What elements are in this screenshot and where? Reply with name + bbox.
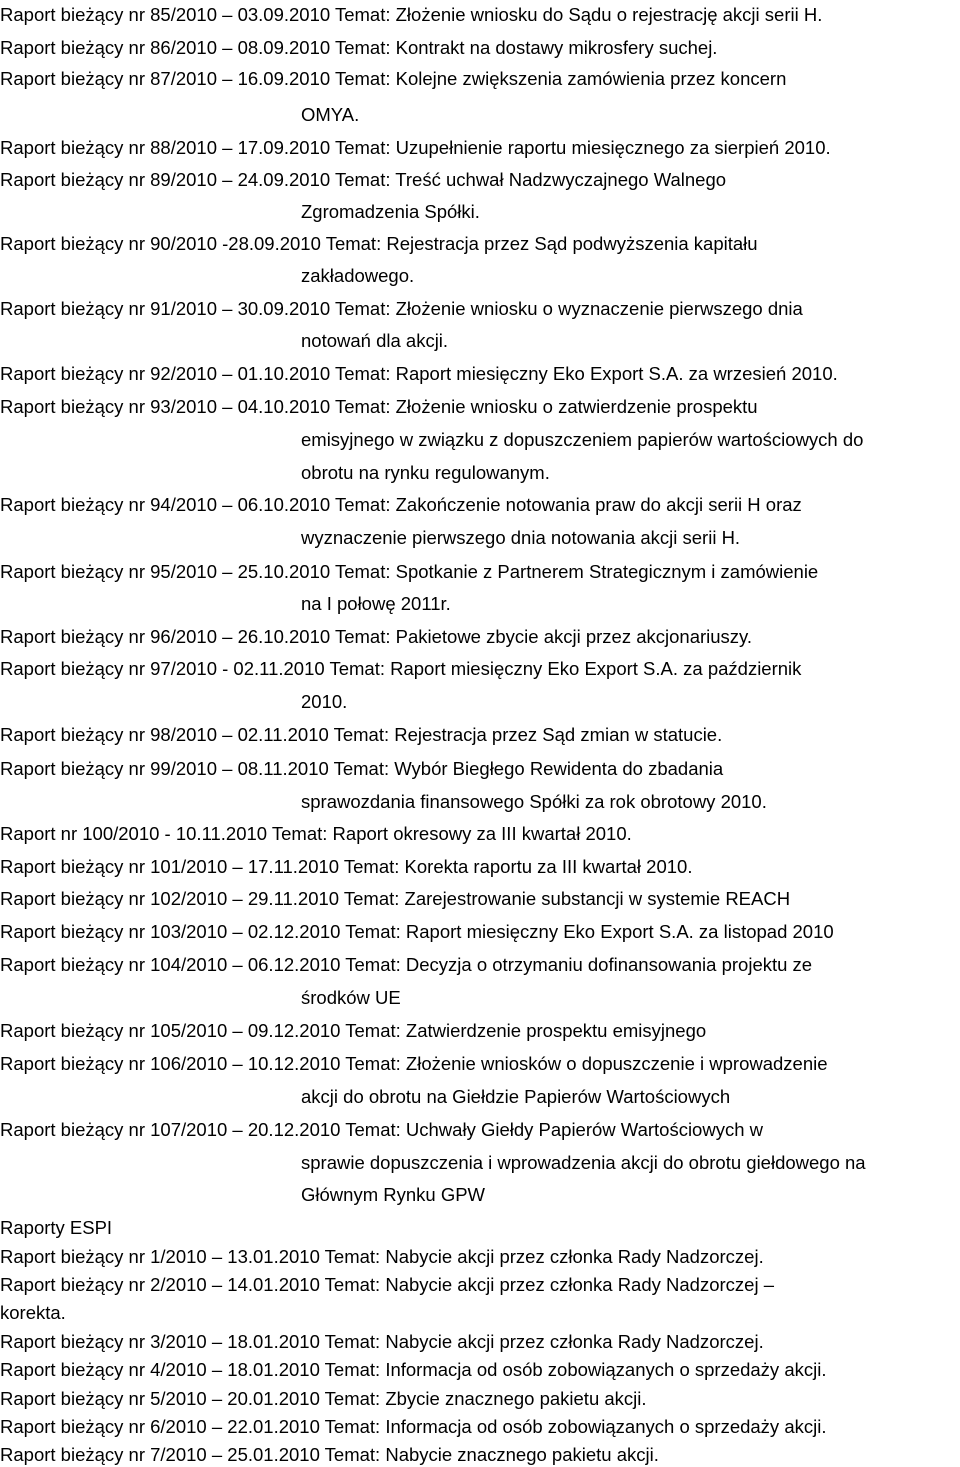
report-continuation-line: korekta. [0, 1302, 66, 1323]
report-line: Raport bieżący nr 5/2010 – 20.01.2010 Temat: Zbycie znacznego pakietu akcji. [0, 1388, 647, 1409]
report-line: Raport bieżący nr 7/2010 – 25.01.2010 Temat: Nabycie znacznego pakietu akcji. [0, 1444, 659, 1465]
report-line: Raport nr 100/2010 - 10.11.2010 Temat: Raport okresowy za III kwartał 2010. [0, 823, 632, 844]
report-continuation-line: środków UE [301, 987, 401, 1008]
report-line: Raport bieżący nr 95/2010 – 25.10.2010 Temat: Spotkanie z Partnerem Strategicznym i zamówienie [0, 561, 819, 582]
report-line: Raport bieżący nr 103/2010 – 02.12.2010 Temat: Raport miesięczny Eko Export S.A. za listopad 2010 [0, 921, 834, 942]
report-continuation-line: emisyjnego w związku z dopuszczeniem papierów wartościowych do [301, 429, 864, 450]
report-continuation-line: sprawie dopuszczenia i wprowadzenia akcji do obrotu giełdowego na [301, 1152, 866, 1173]
report-continuation-line: zakładowego. [301, 265, 415, 286]
report-line: Raport bieżący nr 102/2010 – 29.11.2010 Temat: Zarejestrowanie substancji w systemie REACH [0, 888, 791, 909]
report-line: Raport bieżący nr 101/2010 – 17.11.2010 Temat: Korekta raportu za III kwartał 2010. [0, 856, 693, 877]
report-line: Raport bieżący nr 87/2010 – 16.09.2010 Temat: Kolejne zwiększenia zamówienia przez koncern [0, 68, 787, 89]
report-line: Raport bieżący nr 104/2010 – 06.12.2010 Temat: Decyzja o otrzymaniu dofinansowania projektu ze [0, 954, 813, 975]
report-continuation-line: Głównym Rynku GPW [301, 1184, 486, 1205]
report-line: Raport bieżący nr 106/2010 – 10.12.2010 Temat: Złożenie wniosków o dopuszczenie i wprowadzenie [0, 1053, 828, 1074]
report-line: Raport bieżący nr 92/2010 – 01.10.2010 Temat: Raport miesięczny Eko Export S.A. za wrzesień 2010. [0, 363, 838, 384]
report-continuation-line: 2010. [301, 691, 348, 712]
report-continuation-line: sprawozdania finansowego Spółki za rok obrotowy 2010. [301, 791, 767, 812]
report-line: Raport bieżący nr 99/2010 – 08.11.2010 Temat: Wybór Biegłego Rewidenta do zbadania [0, 758, 724, 779]
report-line: Raport bieżący nr 89/2010 – 24.09.2010 Temat: Treść uchwał Nadzwyczajnego Walnego [0, 169, 727, 190]
report-line: Raport bieżący nr 90/2010 -28.09.2010 Temat: Rejestracja przez Sąd podwyższenia kapitału [0, 233, 758, 254]
report-line: Raport bieżący nr 93/2010 – 04.10.2010 Temat: Złożenie wniosku o zatwierdzenie prospektu [0, 396, 758, 417]
report-continuation-line: Zgromadzenia Spółki. [301, 201, 480, 222]
report-line: Raport bieżący nr 91/2010 – 30.09.2010 Temat: Złożenie wniosku o wyznaczenie pierwszego dnia [0, 298, 803, 319]
report-continuation-line: akcji do obrotu na Giełdzie Papierów Wartościowych [301, 1086, 731, 1107]
report-line: Raport bieżący nr 86/2010 – 08.09.2010 Temat: Kontrakt na dostawy mikrosfery suchej. [0, 37, 718, 58]
report-continuation-line: obrotu na rynku regulowanym. [301, 462, 550, 483]
report-line: Raport bieżący nr 96/2010 – 26.10.2010 Temat: Pakietowe zbycie akcji przez akcjonariuszy. [0, 626, 753, 647]
espi-heading: Raporty ESPI [0, 1217, 113, 1238]
report-line: Raport bieżący nr 97/2010 - 02.11.2010 Temat: Raport miesięczny Eko Export S.A. za październik [0, 658, 802, 679]
report-continuation-line: OMYA. [301, 104, 360, 125]
report-line: Raport bieżący nr 105/2010 – 09.12.2010 Temat: Zatwierdzenie prospektu emisyjnego [0, 1020, 707, 1041]
report-continuation-line: wyznaczenie pierwszego dnia notowania akcji serii H. [301, 527, 741, 548]
report-continuation-line: na I połowę 2011r. [301, 593, 451, 614]
report-line: Raport bieżący nr 98/2010 – 02.11.2010 Temat: Rejestracja przez Sąd zmian w statucie. [0, 724, 723, 745]
report-line: Raport bieżący nr 94/2010 – 06.10.2010 Temat: Zakończenie notowania praw do akcji serii H oraz [0, 494, 802, 515]
report-line: Raport bieżący nr 1/2010 – 13.01.2010 Temat: Nabycie akcji przez członka Rady Nadzorczej. [0, 1246, 764, 1267]
report-line: Raport bieżący nr 2/2010 – 14.01.2010 Temat: Nabycie akcji przez członka Rady Nadzorczej – [0, 1274, 774, 1295]
report-line: Raport bieżący nr 85/2010 – 03.09.2010 Temat: Złożenie wniosku do Sądu o rejestrację akcji serii H. [0, 4, 823, 25]
report-line: Raport bieżący nr 88/2010 – 17.09.2010 Temat: Uzupełnienie raportu miesięcznego za sierpień 2010. [0, 137, 831, 158]
report-line: Raport bieżący nr 107/2010 – 20.12.2010 Temat: Uchwały Giełdy Papierów Wartościowych w [0, 1119, 763, 1140]
report-line: Raport bieżący nr 4/2010 – 18.01.2010 Temat: Informacja od osób zobowiązanych o sprzedaży akcji. [0, 1359, 827, 1380]
report-continuation-line: notowań dla akcji. [301, 330, 449, 351]
report-line: Raport bieżący nr 6/2010 – 22.01.2010 Temat: Informacja od osób zobowiązanych o sprzedaży akcji. [0, 1416, 827, 1437]
report-line: Raport bieżący nr 3/2010 – 18.01.2010 Temat: Nabycie akcji przez członka Rady Nadzorczej. [0, 1331, 764, 1352]
